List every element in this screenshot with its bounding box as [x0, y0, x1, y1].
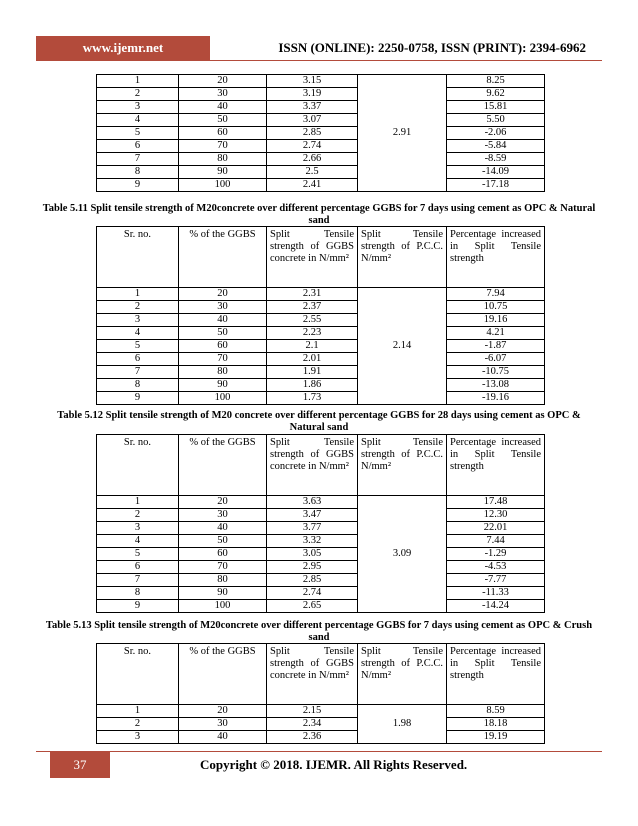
cell-sr-no: 2 [97, 88, 179, 101]
cell-percentage: 17.48 [447, 496, 545, 509]
cell-split-ggbs: 1.91 [267, 366, 358, 379]
cell-ggbs: 90 [179, 587, 267, 600]
cell-ggbs: 60 [179, 127, 267, 140]
header-split-ggbs: Split Tensile strength of GGBS concrete in N/mm² [267, 227, 358, 288]
table-row [97, 127, 545, 140]
cell-split-ggbs: 2.15 [267, 705, 358, 718]
cell-ggbs: 90 [179, 166, 267, 179]
cell-ggbs: 70 [179, 561, 267, 574]
cell-ggbs: 40 [179, 522, 267, 535]
cell-split-ggbs: 3.47 [267, 509, 358, 522]
cell-percentage: -17.18 [447, 179, 545, 192]
cell-split-pcc: 3.09 [358, 496, 447, 613]
cell-ggbs: 20 [179, 705, 267, 718]
header-split-pcc: Split Tensile strength of P.C.C. N/mm² [358, 644, 447, 705]
cell-percentage: -7.77 [447, 574, 545, 587]
table-row [97, 166, 545, 179]
journal-website[interactable]: www.ijemr.net [36, 36, 210, 60]
cell-split-ggbs: 3.15 [267, 75, 358, 88]
cell-split-ggbs: 2.55 [267, 314, 358, 327]
cell-percentage: -6.07 [447, 353, 545, 366]
cell-ggbs: 90 [179, 379, 267, 392]
cell-ggbs: 100 [179, 600, 267, 613]
table-row [97, 288, 545, 301]
header-percentage: Percentage increased in Split Tensile strength [447, 227, 545, 288]
cell-percentage: 4.21 [447, 327, 545, 340]
table-row [97, 301, 545, 314]
cell-percentage: 19.19 [447, 731, 545, 744]
cell-sr-no: 7 [97, 153, 179, 166]
cell-percentage: -4.53 [447, 561, 545, 574]
cell-ggbs: 60 [179, 548, 267, 561]
cell-percentage: -2.06 [447, 127, 545, 140]
cell-sr-no: 1 [97, 705, 179, 718]
cell-split-pcc: 1.98 [358, 705, 447, 744]
header-divider [36, 60, 602, 61]
table-row [97, 392, 545, 405]
cell-sr-no: 4 [97, 535, 179, 548]
cell-sr-no: 9 [97, 600, 179, 613]
table-row [97, 509, 545, 522]
header-percentage: Percentage increased in Split Tensile strength [447, 644, 545, 705]
cell-ggbs: 20 [179, 496, 267, 509]
cell-split-pcc: 2.91 [358, 75, 447, 192]
table-row [97, 535, 545, 548]
cell-percentage: -19.16 [447, 392, 545, 405]
table-row [97, 314, 545, 327]
cell-percentage: 22.01 [447, 522, 545, 535]
table-continued [96, 74, 545, 192]
cell-split-ggbs: 2.31 [267, 288, 358, 301]
cell-percentage: 8.59 [447, 705, 545, 718]
cell-sr-no: 3 [97, 731, 179, 744]
header-ggbs: % of the GGBS [179, 644, 267, 705]
cell-ggbs: 100 [179, 392, 267, 405]
header-sr-no: Sr. no. [97, 435, 179, 496]
table-row [97, 353, 545, 366]
cell-ggbs: 80 [179, 153, 267, 166]
cell-split-ggbs: 2.85 [267, 127, 358, 140]
page-number: 37 [50, 752, 110, 778]
header-percentage: Percentage increased in Split Tensile strength [447, 435, 545, 496]
cell-ggbs: 80 [179, 366, 267, 379]
cell-sr-no: 8 [97, 379, 179, 392]
cell-ggbs: 30 [179, 301, 267, 314]
cell-percentage: 18.18 [447, 718, 545, 731]
cell-percentage: -14.09 [447, 166, 545, 179]
cell-sr-no: 9 [97, 392, 179, 405]
cell-split-ggbs: 2.1 [267, 340, 358, 353]
table-row [97, 561, 545, 574]
cell-percentage: 7.94 [447, 288, 545, 301]
cell-split-ggbs: 1.73 [267, 392, 358, 405]
table-row [97, 340, 545, 353]
table-header-row [97, 435, 545, 496]
cell-split-ggbs: 3.37 [267, 101, 358, 114]
table-row [97, 379, 545, 392]
cell-percentage: 7.44 [447, 535, 545, 548]
cell-ggbs: 40 [179, 314, 267, 327]
cell-sr-no: 2 [97, 301, 179, 314]
cell-split-ggbs: 2.41 [267, 179, 358, 192]
table-row [97, 705, 545, 718]
cell-percentage: -5.84 [447, 140, 545, 153]
table-row [97, 327, 545, 340]
header-split-ggbs: Split Tensile strength of GGBS concrete in N/mm² [267, 644, 358, 705]
cell-sr-no: 2 [97, 509, 179, 522]
cell-percentage: -1.87 [447, 340, 545, 353]
cell-sr-no: 4 [97, 327, 179, 340]
cell-sr-no: 8 [97, 166, 179, 179]
cell-ggbs: 20 [179, 75, 267, 88]
cell-split-ggbs: 3.63 [267, 496, 358, 509]
table-row [97, 75, 545, 88]
cell-sr-no: 3 [97, 101, 179, 114]
cell-sr-no: 7 [97, 574, 179, 587]
cell-split-ggbs: 3.05 [267, 548, 358, 561]
cell-percentage: -8.59 [447, 153, 545, 166]
cell-ggbs: 100 [179, 179, 267, 192]
cell-split-ggbs: 2.85 [267, 574, 358, 587]
cell-percentage: -14.24 [447, 600, 545, 613]
cell-sr-no: 6 [97, 140, 179, 153]
issn-text: ISSN (ONLINE): 2250-0758, ISSN (PRINT): 2394-6962 [278, 40, 586, 55]
cell-ggbs: 60 [179, 340, 267, 353]
cell-split-ggbs: 3.32 [267, 535, 358, 548]
cell-split-ggbs: 2.37 [267, 301, 358, 314]
table-5-12-caption: Table 5.12 Split tensile strength of M20 concrete over different percentage GGBS for 28 days using cement as OPC & Natural sand [57, 410, 581, 433]
header-split-ggbs: Split Tensile strength of GGBS concrete in N/mm² [267, 435, 358, 496]
table-row [97, 587, 545, 600]
cell-ggbs: 30 [179, 88, 267, 101]
header-split-pcc: Split Tensile strength of P.C.C. N/mm² [358, 227, 447, 288]
cell-split-ggbs: 2.66 [267, 153, 358, 166]
cell-split-ggbs: 2.23 [267, 327, 358, 340]
table-5-12 [96, 434, 545, 613]
cell-percentage: -10.75 [447, 366, 545, 379]
cell-sr-no: 7 [97, 366, 179, 379]
cell-ggbs: 30 [179, 509, 267, 522]
table-row [97, 522, 545, 535]
cell-sr-no: 8 [97, 587, 179, 600]
cell-percentage: -13.08 [447, 379, 545, 392]
table-row [97, 574, 545, 587]
cell-sr-no: 3 [97, 522, 179, 535]
table-row [97, 366, 545, 379]
cell-percentage: 5.50 [447, 114, 545, 127]
cell-split-pcc: 2.14 [358, 288, 447, 405]
cell-sr-no: 6 [97, 353, 179, 366]
cell-split-ggbs: 2.5 [267, 166, 358, 179]
cell-sr-no: 4 [97, 114, 179, 127]
cell-sr-no: 1 [97, 496, 179, 509]
cell-sr-no: 1 [97, 75, 179, 88]
table-header-row [97, 227, 545, 288]
cell-percentage: 19.16 [447, 314, 545, 327]
table-row [97, 114, 545, 127]
cell-ggbs: 50 [179, 327, 267, 340]
cell-ggbs: 30 [179, 718, 267, 731]
cell-ggbs: 40 [179, 731, 267, 744]
cell-sr-no: 5 [97, 340, 179, 353]
header-ggbs: % of the GGBS [179, 227, 267, 288]
cell-split-ggbs: 2.34 [267, 718, 358, 731]
cell-ggbs: 70 [179, 353, 267, 366]
cell-sr-no: 6 [97, 561, 179, 574]
cell-sr-no: 2 [97, 718, 179, 731]
table-row [97, 496, 545, 509]
header-sr-no: Sr. no. [97, 644, 179, 705]
cell-percentage: 9.62 [447, 88, 545, 101]
table-row [97, 600, 545, 613]
header-sr-no: Sr. no. [97, 227, 179, 288]
cell-percentage: 10.75 [447, 301, 545, 314]
cell-percentage: 8.25 [447, 75, 545, 88]
table-5-13 [96, 643, 545, 744]
cell-split-ggbs: 2.01 [267, 353, 358, 366]
cell-sr-no: 5 [97, 127, 179, 140]
cell-sr-no: 9 [97, 179, 179, 192]
cell-percentage: 15.81 [447, 101, 545, 114]
table-row [97, 179, 545, 192]
table-row [97, 88, 545, 101]
table-row [97, 153, 545, 166]
table-row [97, 140, 545, 153]
cell-split-ggbs: 2.65 [267, 600, 358, 613]
header-split-pcc: Split Tensile strength of P.C.C. N/mm² [358, 435, 447, 496]
table-row [97, 101, 545, 114]
table-row [97, 548, 545, 561]
cell-split-ggbs: 2.74 [267, 140, 358, 153]
table-5-13-caption: Table 5.13 Split tensile strength of M20concrete over different percentage GGBS for 7 days using cement as OPC & Crush sand [45, 620, 593, 643]
cell-split-ggbs: 2.95 [267, 561, 358, 574]
cell-percentage: -1.29 [447, 548, 545, 561]
cell-split-ggbs: 3.19 [267, 88, 358, 101]
cell-ggbs: 20 [179, 288, 267, 301]
cell-sr-no: 3 [97, 314, 179, 327]
header-ggbs: % of the GGBS [179, 435, 267, 496]
table-row [97, 731, 545, 744]
cell-ggbs: 50 [179, 535, 267, 548]
cell-ggbs: 70 [179, 140, 267, 153]
cell-split-ggbs: 3.77 [267, 522, 358, 535]
cell-split-ggbs: 1.86 [267, 379, 358, 392]
cell-percentage: -11.33 [447, 587, 545, 600]
copyright-text: Copyright © 2018. IJEMR. All Rights Reserved. [200, 757, 468, 772]
cell-split-ggbs: 2.36 [267, 731, 358, 744]
cell-split-ggbs: 2.74 [267, 587, 358, 600]
cell-split-ggbs: 3.07 [267, 114, 358, 127]
cell-percentage: 12.30 [447, 509, 545, 522]
table-header-row [97, 644, 545, 705]
cell-ggbs: 40 [179, 101, 267, 114]
table-5-11-caption: Table 5.11 Split tensile strength of M20concrete over different percentage GGBS for 7 days using cement as OPC & Natural sand [42, 203, 596, 226]
table-5-11 [96, 226, 545, 405]
cell-ggbs: 50 [179, 114, 267, 127]
cell-ggbs: 80 [179, 574, 267, 587]
cell-sr-no: 1 [97, 288, 179, 301]
table-row [97, 718, 545, 731]
cell-sr-no: 5 [97, 548, 179, 561]
